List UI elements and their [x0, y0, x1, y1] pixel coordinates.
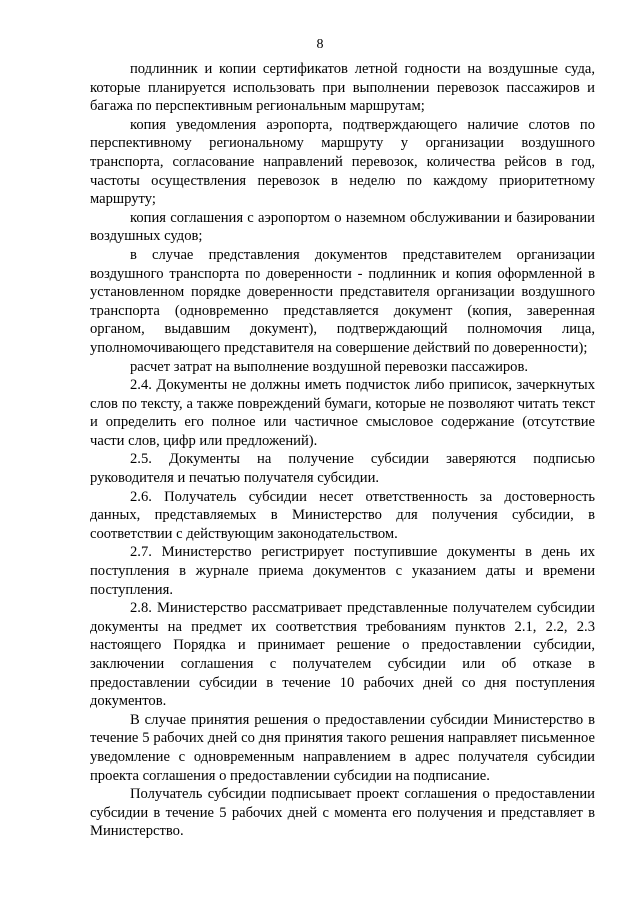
paragraph-section-2-6: 2.6. Получатель субсидии несет ответственность за достоверность данных, представляемых в Министерство для получения субсидии, в соответствии с действующим законодательством. [90, 488, 595, 542]
paragraph-notification: В случае принятия решения о предоставлении субсидии Министерство в течение 5 рабочих дней со дня принятия такого решения направляет письменное уведомление с одновременным направлением в адрес получателя субсидии проекта соглашения о предоставлении субсидии на подписание. [90, 711, 595, 784]
paragraph-certificates: подлинник и копии сертификатов летной годности на воздушные суда, которые планируется использовать при выполнении перевозок пассажиров и багажа по перспективным региональным маршрутам; [90, 61, 595, 115]
paragraph-power-of-attorney: в случае представления документов представителем организации воздушного транспорта по доверенности - подлинник и копия оформленной в установленном порядке доверенности представителя организации воздушного транспорта (одновременно представляется документ (копия, заверенная органом, выдавшим документ), подтверждающий полномочия лица, уполномочивающего представителя на совершение действий по доверенности); [90, 246, 595, 356]
paragraph-section-2-5: 2.5. Документы на получение субсидии заверяются подписью руководителя и печатью получателя субсидии. [90, 451, 595, 487]
page-number: 8 [316, 37, 324, 52]
paragraph-ground-service: копия соглашения с аэропортом о наземном обслуживании и базировании воздушных судов; [90, 209, 595, 245]
paragraph-section-2-8: 2.8. Министерство рассматривает представленные получателем субсидии документы на предмет их соответствия требованиям пунктов 2.1, 2.2, 2.3 настоящего Порядка и принимает решение о предоставлении субсидии, заключении соглашения с получателем субсидии или об отказе в предоставлении субсидии в течение 10 рабочих дней со дня поступления документов. [90, 600, 595, 710]
paragraph-recipient-signs: Получатель субсидии подписывает проект соглашения о предоставлении субсидии в течение 5 рабочих дней с момента его получения и представляет в Министерство. [90, 786, 595, 840]
paragraph-section-2-7: 2.7. Министерство регистрирует поступившие документы в день их поступления в журнале приема документов с указанием даты и времени поступления. [90, 544, 595, 598]
page-body [90, 60, 595, 841]
paragraph-airport-slots: копия уведомления аэропорта, подтверждающего наличие слотов по перспективному региональному маршруту у организации воздушного транспорта, согласование направлений перевозок, количества рейсов в год, частоты осуществления перевозок в неделю по каждому приоритетному маршруту; [90, 116, 595, 208]
paragraph-section-2-4: 2.4. Документы не должны иметь подчисток либо приписок, зачеркнутых слов по тексту, а также повреждений бумаги, которые не позволяют читать текст и определить его полное или частичное смысловое содержание (отсутствие части слов, цифр или предложений). [90, 377, 595, 449]
paragraph-cost-calculation: расчет затрат на выполнение воздушной перевозки пассажиров. [130, 358, 529, 375]
